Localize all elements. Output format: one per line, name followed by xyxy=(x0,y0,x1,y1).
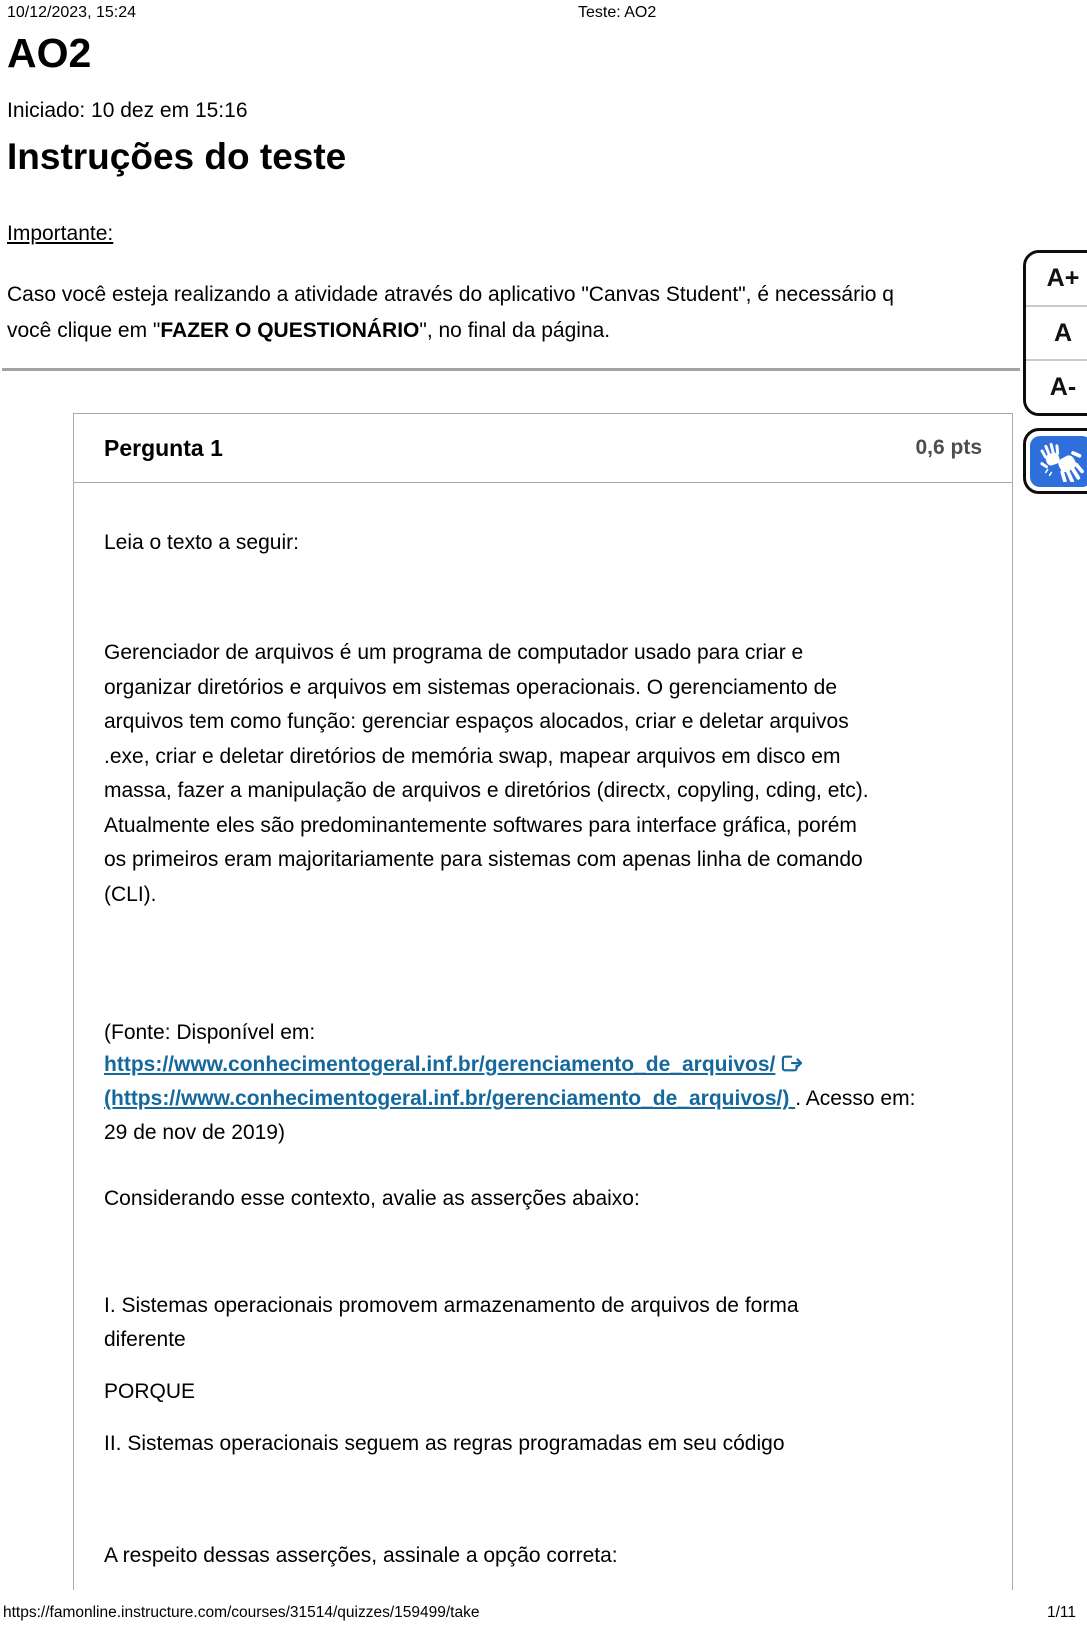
source-link-paren-line xyxy=(104,1087,915,1111)
body-line: .exe, criar e deletar diretórios de memória swap, mapear arquivos em disco em xyxy=(104,744,841,768)
body-line: Atualmente eles são predominantemente softwares para interface gráfica, porém xyxy=(104,813,857,837)
canvas-student-notice-line2 xyxy=(7,319,610,343)
question-body-paragraph xyxy=(104,636,869,912)
question-header xyxy=(74,414,1012,483)
body-line: (CLI). xyxy=(104,882,157,906)
source-intro: (Fonte: Disponível em: xyxy=(104,1021,316,1044)
question-intro: Leia o texto a seguir: xyxy=(104,531,299,554)
closing-instruction: A respeito dessas asserções, assinale a opção correta: xyxy=(104,1544,618,1567)
external-link-icon xyxy=(781,1054,803,1079)
print-header-title: Teste: AO2 xyxy=(578,4,657,21)
question-points: 0,6 pts xyxy=(915,436,982,459)
question-card xyxy=(73,413,1013,1590)
body-line: Gerenciador de arquivos é um programa de computador usado para criar e xyxy=(104,641,804,664)
assertion-1-line2: diferente xyxy=(104,1328,186,1351)
instructions-heading: Instruções do teste xyxy=(7,136,347,177)
important-label: Importante: xyxy=(7,222,114,245)
font-increase-button[interactable]: A+ xyxy=(1026,253,1087,305)
quiz-start-time: Iniciado: 10 dez em 15:16 xyxy=(7,99,248,122)
porque-label: PORQUE xyxy=(104,1380,196,1403)
assertion-1-line1: I. Sistemas operacionais promovem armazenamento de arquivos de forma xyxy=(104,1294,799,1317)
canvas-student-notice-line1: Caso você esteja realizando a atividade através do aplicativo "Canvas Student", é necessário q xyxy=(7,283,894,306)
divider xyxy=(2,368,1020,371)
print-header-datetime: 10/12/2023, 15:24 xyxy=(7,4,137,21)
source-link-line xyxy=(104,1053,803,1079)
access-suffix: . Acesso em: xyxy=(795,1087,916,1110)
quiz-title: AO2 xyxy=(7,30,92,76)
question-title: Pergunta 1 xyxy=(104,434,223,461)
body-line: os primeiros eram majoritariamente para sistemas com apenas linha de comando xyxy=(104,848,863,871)
notice-prefix: você clique em " xyxy=(7,319,161,342)
assertion-2: II. Sistemas operacionais seguem as regras programadas em seu código xyxy=(104,1432,785,1455)
libras-button[interactable] xyxy=(1023,428,1087,494)
font-decrease-button[interactable]: A- xyxy=(1026,361,1087,413)
body-line: massa, fazer a manipulação de arquivos e diretórios (directx, copyling, cding, etc). xyxy=(104,779,869,802)
notice-suffix: ", no final da página. xyxy=(419,319,611,342)
footer-page-number: 1/11 xyxy=(1047,1604,1077,1621)
notice-bold: FAZER O QUESTIONÁRIO xyxy=(160,319,420,342)
source-link[interactable]: https://www.conhecimentogeral.inf.br/gerenciamento_de_arquivos/ xyxy=(104,1053,776,1076)
footer-url: https://famonline.instructure.com/courses/31514/quizzes/159499/take xyxy=(3,1604,480,1621)
font-reset-button[interactable]: A xyxy=(1026,307,1087,359)
considerando-text: Considerando esse contexto, avalie as asserções abaixo: xyxy=(104,1187,640,1210)
body-line: arquivos tem como função: gerenciar espaços alocados, criar e deletar arquivos xyxy=(104,710,849,733)
sign-language-icon xyxy=(1030,436,1087,487)
body-line: organizar diretórios e arquivos em sistemas operacionais. O gerenciamento de xyxy=(104,675,838,699)
source-link-paren[interactable]: (https://www.conhecimentogeral.inf.br/gerenciamento_de_arquivos/) xyxy=(104,1087,796,1110)
access-date: 29 de nov de 2019) xyxy=(104,1121,285,1144)
font-size-controls xyxy=(1023,250,1087,416)
